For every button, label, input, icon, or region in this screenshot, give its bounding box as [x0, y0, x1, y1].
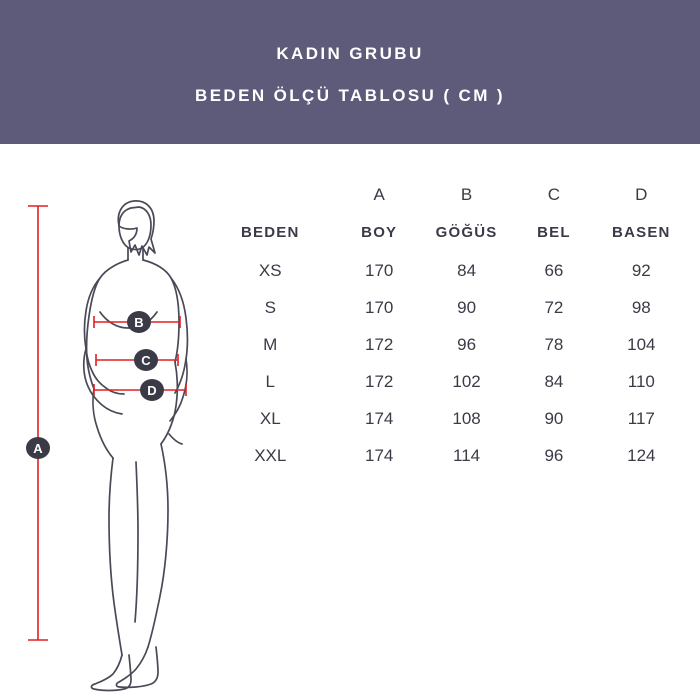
- cell-basen: 104: [627, 334, 656, 354]
- letter-cell-d: D: [635, 185, 648, 204]
- svg-text:A: A: [33, 441, 43, 456]
- cell-beden: S: [264, 297, 276, 317]
- column-header-beden: BEDEN: [241, 223, 300, 241]
- cell-bel: 96: [544, 445, 564, 465]
- column-header-basen: BASEN: [612, 223, 671, 241]
- cell-bel: 84: [544, 371, 564, 391]
- cell-bel: 66: [544, 260, 564, 280]
- svg-text:C: C: [141, 353, 151, 368]
- cell-basen: 92: [631, 260, 651, 280]
- header-banner: [0, 0, 700, 144]
- table-row: [205, 363, 685, 400]
- page-subtitle: BEDEN ÖLÇÜ TABLOSU ( CM ): [195, 86, 505, 105]
- figure-illustration: [0, 144, 218, 700]
- cell-bel: 72: [544, 297, 564, 317]
- cell-gogus: 90: [457, 297, 477, 317]
- column-header-boy: BOY: [361, 223, 398, 241]
- cell-gogus: 84: [457, 260, 477, 280]
- table-letter-row: [205, 178, 685, 212]
- cell-beden: XS: [258, 260, 282, 280]
- cell-gogus: 114: [453, 445, 481, 465]
- cell-boy: 172: [365, 334, 394, 354]
- marker-badge-d: [140, 379, 164, 401]
- table-row: [205, 326, 685, 363]
- cell-gogus: 108: [452, 408, 481, 428]
- cell-gogus: 102: [452, 371, 481, 391]
- size-table-container: [205, 178, 685, 474]
- cell-beden: XXL: [254, 445, 287, 465]
- cell-bel: 90: [544, 408, 564, 428]
- cell-bel: 78: [544, 334, 564, 354]
- cell-basen: 110: [627, 371, 655, 391]
- column-header-gogus: GÖĞÜS: [435, 223, 498, 241]
- cell-boy: 174: [365, 445, 394, 465]
- table-row: [205, 252, 685, 289]
- cell-gogus: 96: [457, 334, 477, 354]
- cell-boy: 172: [365, 371, 394, 391]
- cell-boy: 170: [365, 260, 394, 280]
- marker-badge-c: [134, 349, 158, 371]
- svg-text:B: B: [134, 315, 144, 330]
- cell-basen: 124: [627, 445, 656, 465]
- cell-boy: 174: [365, 408, 394, 428]
- table-row: [205, 437, 685, 474]
- cell-beden: XL: [259, 408, 281, 428]
- height-measure-line: [28, 206, 48, 640]
- female-body-outline: [84, 201, 188, 691]
- letter-cell-b: B: [460, 185, 473, 204]
- letter-cell-a: A: [373, 185, 385, 204]
- svg-text:D: D: [147, 383, 157, 398]
- marker-badge-a: [26, 437, 50, 459]
- cell-beden: L: [265, 371, 275, 391]
- cell-basen: 117: [627, 408, 655, 428]
- size-table: [205, 178, 685, 474]
- table-row: [205, 289, 685, 326]
- cell-basen: 98: [631, 297, 651, 317]
- column-header-bel: BEL: [537, 223, 571, 241]
- marker-badge-b: [127, 311, 151, 333]
- letter-cell-blank: [205, 178, 336, 212]
- table-header-row: [205, 212, 685, 252]
- cell-boy: 170: [365, 297, 394, 317]
- table-row: [205, 400, 685, 437]
- cell-beden: M: [263, 334, 278, 354]
- letter-cell-c: C: [547, 185, 561, 204]
- page-title: KADIN GRUBU: [276, 44, 424, 63]
